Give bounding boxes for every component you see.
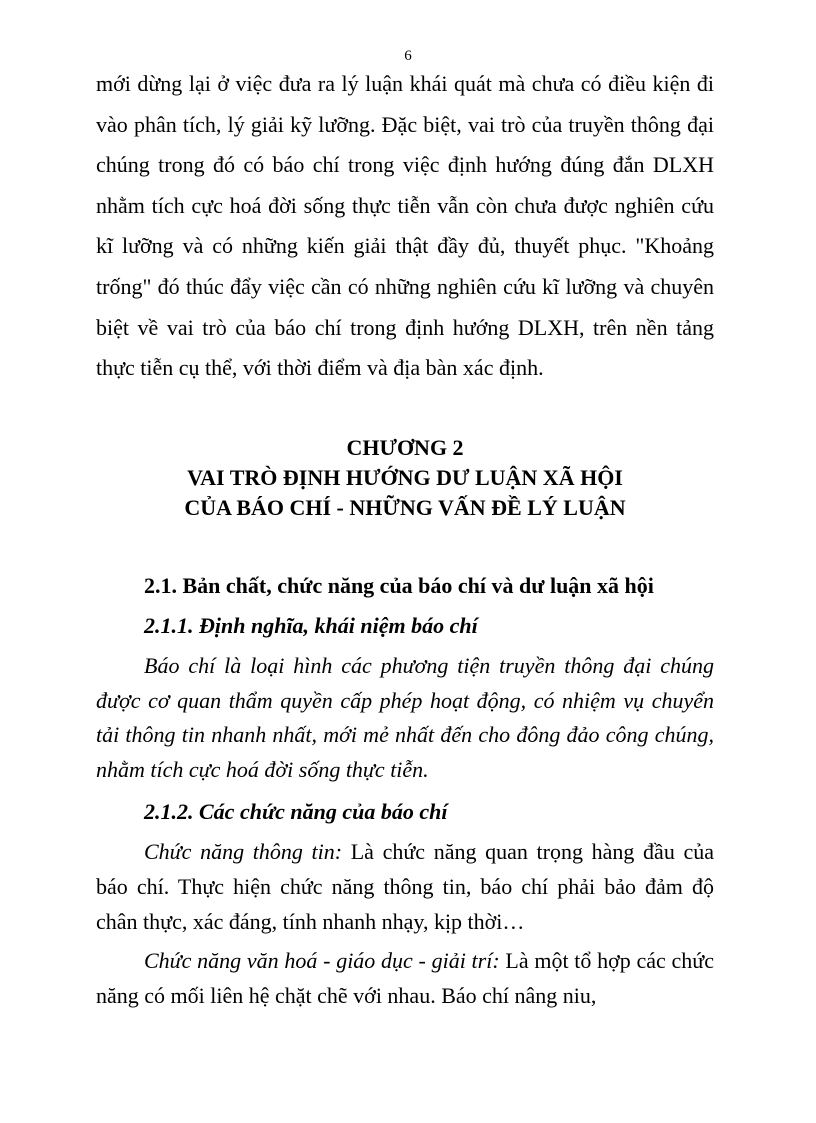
chapter-heading (96, 433, 714, 523)
chapter-title-line-2: CỦA BÁO CHÍ - NHỮNG VẤN ĐỀ LÝ LUẬN (184, 494, 626, 520)
document-body (96, 64, 714, 1014)
page-number: 6 (404, 48, 412, 64)
chapter-title-line-1: VAI TRÒ ĐỊNH HƯỚNG DƯ LUẬN XÃ HỘI (187, 464, 623, 490)
function-information-text: Là chức năng quan trọng hàng đầu của báo chí. Thực hiện chức năng thông tin, báo chí phải bảo đảm độ chân thực, xác đáng, tính nhanh nhạy, kịp thời… (96, 838, 714, 934)
subsection-heading-2-1-1: 2.1.1. Định nghĩa, khái niệm báo chí (144, 612, 478, 638)
definition-paragraph: Báo chí là loại hình các phương tiện truyền thông đại chúng được cơ quan thẩm quyền cấp phép hoạt động, có nhiệm vụ chuyển tải thông tin nhanh nhất, mới mẻ nhất đến cho đông đảo công chúng, nhằm tích cực hoá đời sống thực tiễn. (96, 652, 714, 783)
chapter-number: CHƯƠNG 2 (346, 434, 464, 460)
section-heading-2-1: 2.1. Bản chất, chức năng của báo chí và dư luận xã hội (144, 572, 654, 598)
subsection-heading-2-1-2: 2.1.2. Các chức năng của báo chí (144, 798, 448, 824)
function-information-lead: Chức năng thông tin: (144, 838, 343, 864)
function-culture-paragraph (96, 944, 714, 1014)
function-culture-text: Là một tổ hợp các chức năng có mối liên hệ chặt chẽ với nhau. Báo chí nâng niu, (96, 948, 714, 1009)
intro-paragraph: mới dừng lại ở việc đưa ra lý luận khái quát mà chưa có điều kiện đi vào phân tích, lý giải kỹ lưỡng. Đặc biệt, vai trò của truyền thông đại chúng trong đó có báo chí trong việc định hướng đúng đắn DLXH nhằm tích cực hoá đời sống thực tiễn vẫn còn chưa được nghiên cứu kĩ lưỡng và có những kiến giải thật đầy đủ, thuyết phục. "Khoảng trống" đó thúc đẩy việc cần có những nghiên cứu kĩ lưỡng và chuyên biệt về vai trò của báo chí trong định hướng DLXH, trên nền tảng thực tiễn cụ thể, với thời điểm và địa bàn xác định. (96, 71, 714, 381)
function-information-paragraph (96, 835, 714, 939)
function-culture-lead: Chức năng văn hoá - giáo dục - giải trí: (144, 948, 500, 974)
